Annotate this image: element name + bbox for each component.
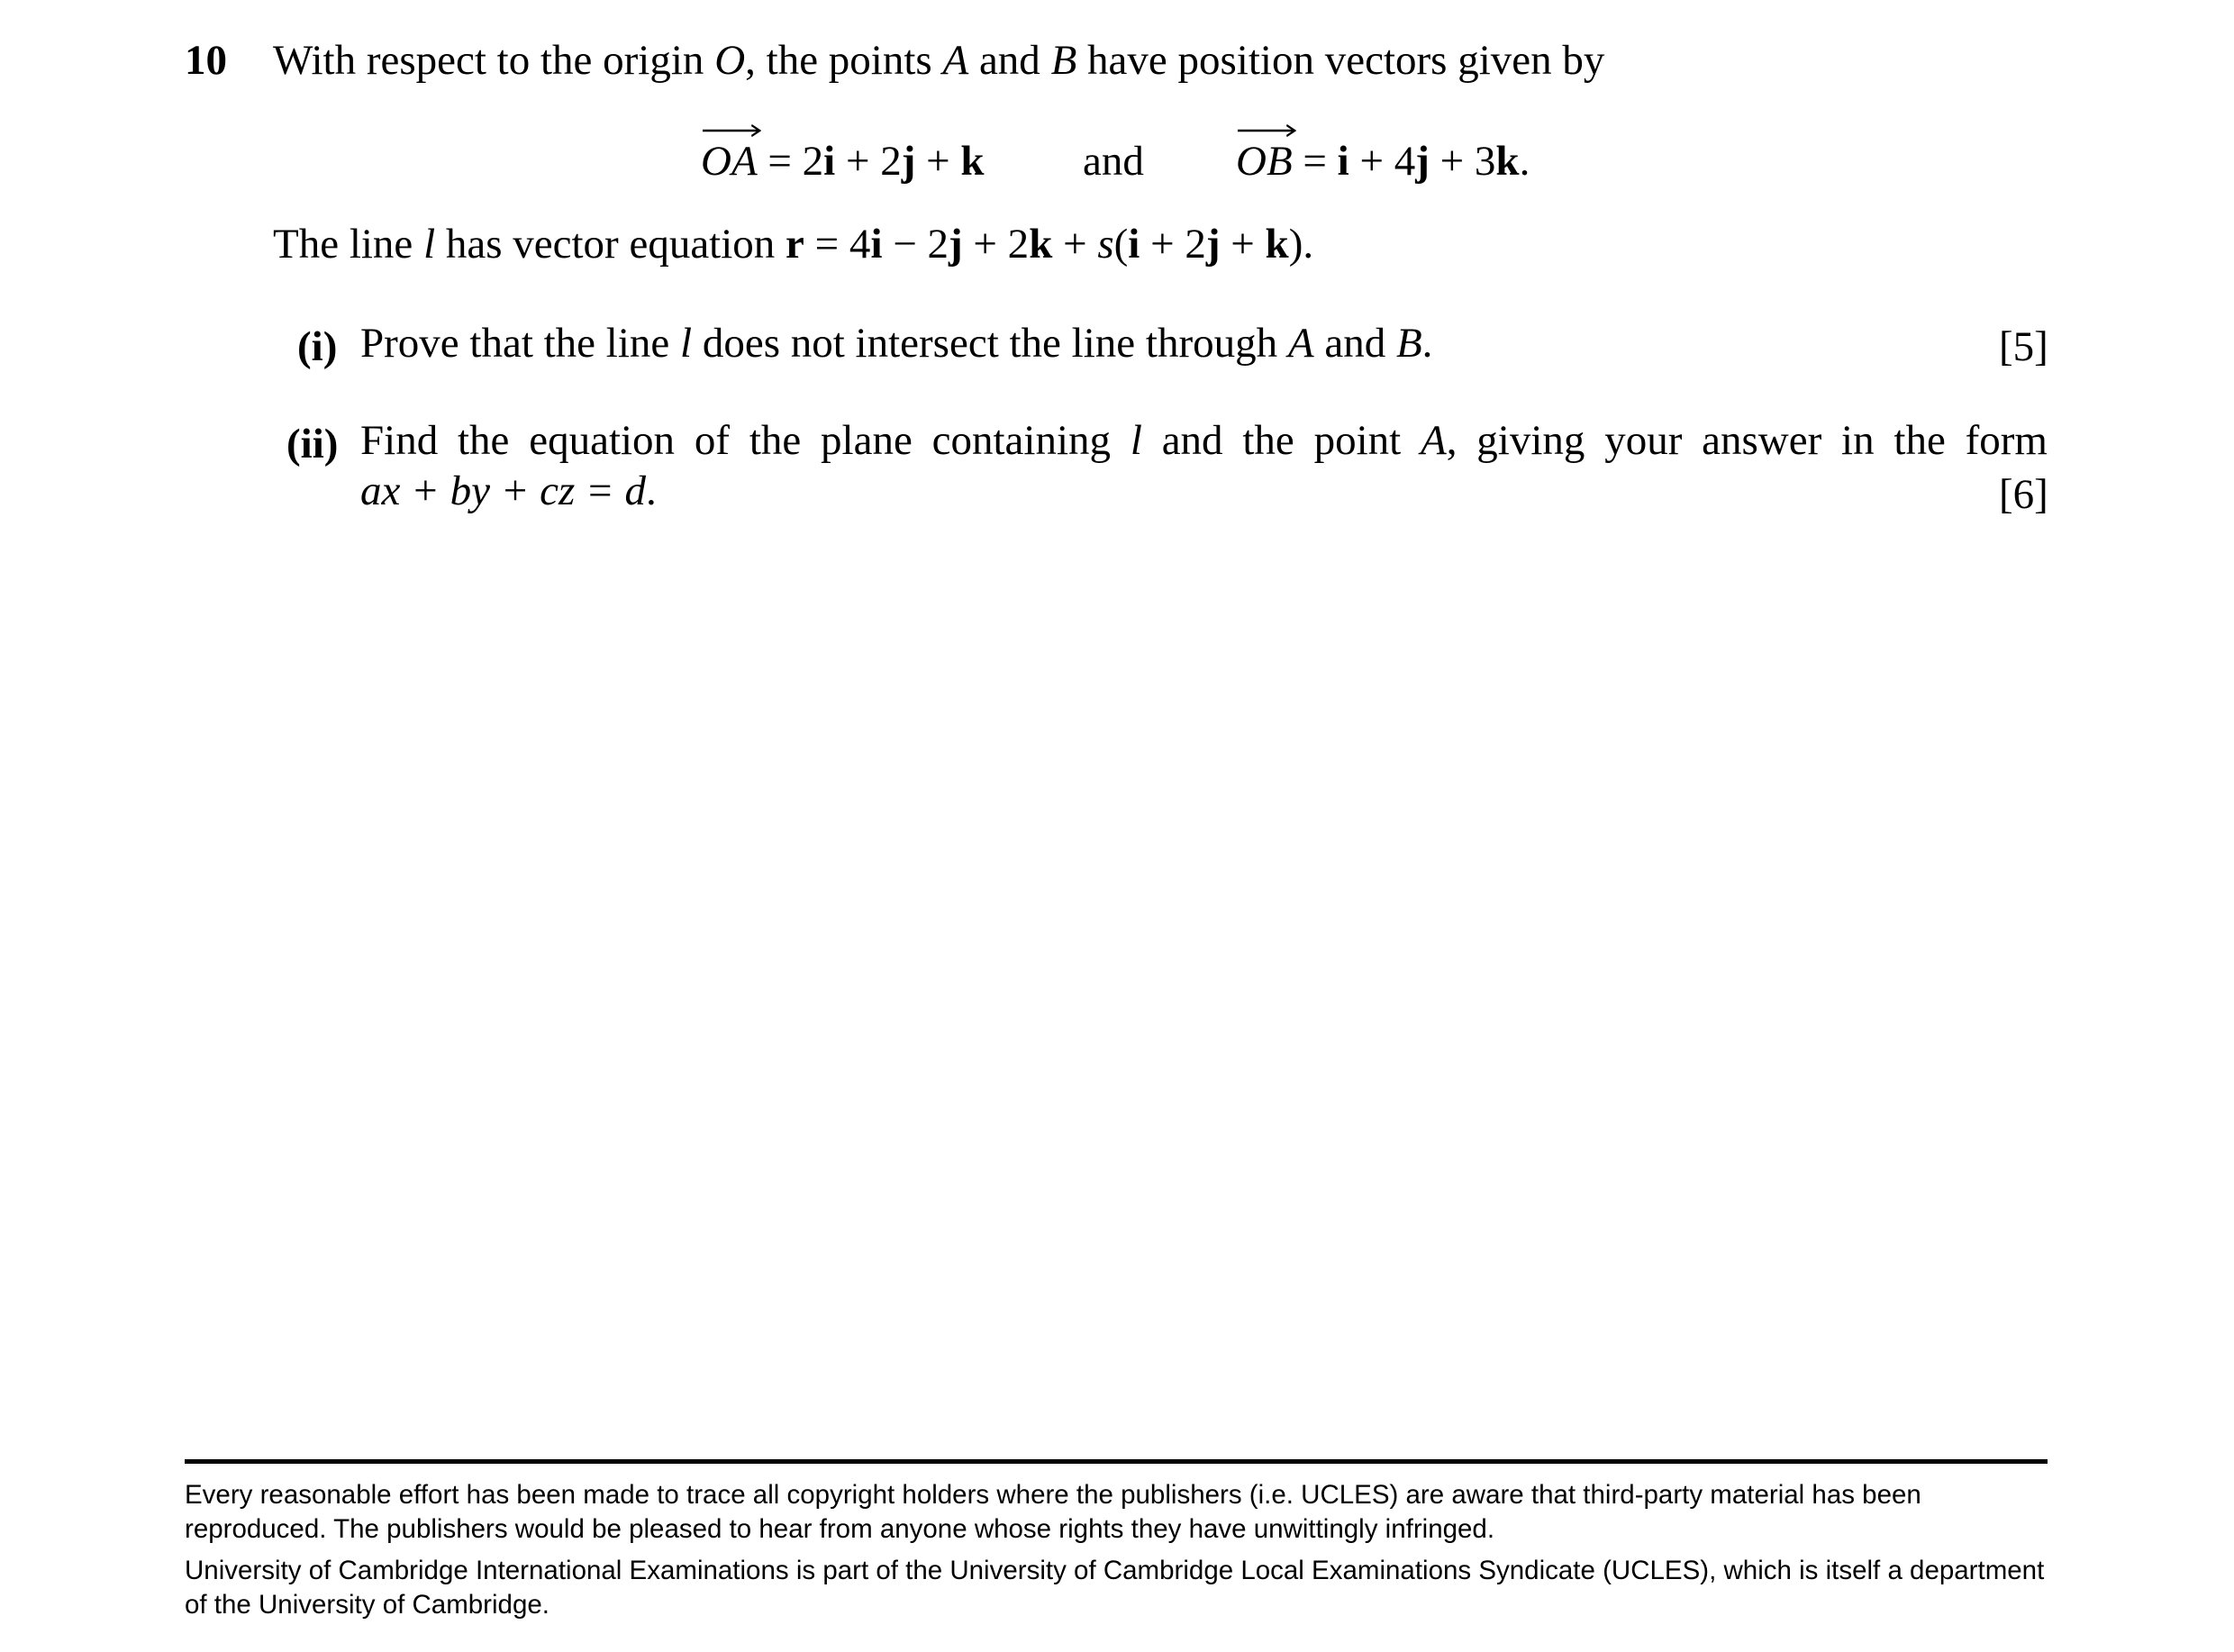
vector-arrow-icon <box>1238 124 1296 137</box>
line-vector-equation: The line l has vector equation r = 4i − 2j + 2k + s(i + 2j + k). <box>273 221 1314 268</box>
part-i-label: (i) <box>297 323 338 370</box>
part-i-marks: [5] <box>1999 323 2048 370</box>
part-ii-form: ax + by + cz = d. <box>360 467 657 514</box>
copyright-notice: Every reasonable effort has been made to trace all copyright holders where the publishers (i.e. UCLES) are aware that third-party material has been reproduced. The publishers would be pleased to hear from anyone whose rights they have unwittingly infringed. <box>185 1480 1921 1544</box>
part-i-text: Prove that the line l does not intersect the line through A and B. <box>360 320 1433 367</box>
part-ii-label: (ii) <box>286 421 339 467</box>
question-number: 10 <box>185 37 227 84</box>
part-ii-text: Find the equation of the plane containing l and the point A, giving your answer in the form <box>360 417 2048 464</box>
question-intro: With respect to the origin O, the points A and B have position vectors given by <box>273 37 1605 84</box>
ucles-notice: University of Cambridge International Examinations is part of the University of Cambridge Local Examinations Syndicate (UCLES), which is itself a department of the University of Cambridge. <box>185 1556 2045 1620</box>
part-ii-marks: [6] <box>1999 471 2048 518</box>
position-vectors <box>0 126 2234 189</box>
vector-oa-name: OA <box>701 137 758 186</box>
vector-arrow-icon <box>703 124 761 137</box>
vector-ob-equation: OB = i + 4j + 3k. <box>1236 137 1530 186</box>
and-word: and <box>1083 138 1144 185</box>
vector-oa-equation: OA = 2i + 2j + k <box>701 137 985 186</box>
vector-ob-name: OB <box>1236 137 1293 186</box>
footer-divider <box>185 1459 2048 1464</box>
